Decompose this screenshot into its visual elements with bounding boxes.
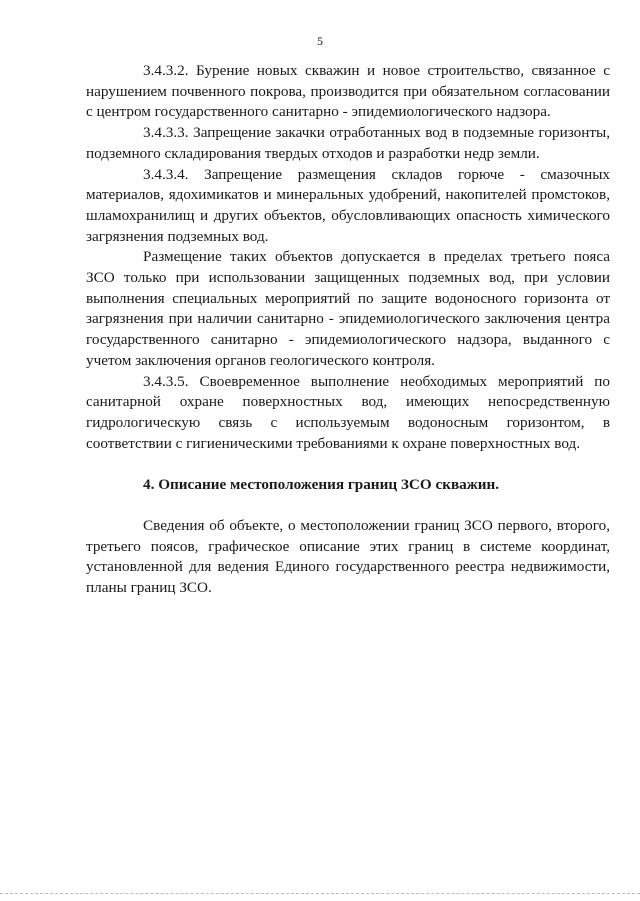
spacer: [86, 454, 610, 475]
section-heading: 4. Описание местоположения границ ЗСО скважин.: [143, 476, 500, 494]
paragraph-3-4-3-3: 3.4.3.3. Запрещение закачки отработанных вод в подземные горизонты, подземного складирования твердых отходов и разработки недр земли.: [86, 124, 610, 162]
paragraph-3-4-3-5: 3.4.3.5. Своевременное выполнение необходимых мероприятий по санитарной охране поверхностных вод, имеющих непосредственную гидрологическую связь с используемым водоносным горизонтом, в соответствии с гигиеническими требованиями к охране поверхностных вод.: [86, 372, 610, 452]
paragraph-placement-conditions: Размещение таких объектов допускается в пределах третьего пояса ЗСО только при использовании защищенных подземных вод, при условии выполнения специальных мероприятий по защите водоносного горизонта от загрязнения при наличии санитарно - эпидемиологического заключения центра государственного санитарно - эпидемиологического надзора, выданного с учетом заключения органов геологического контроля.: [86, 248, 610, 369]
paragraph-3-4-3-4: 3.4.3.4. Запрещение размещения складов горюче - смазочных материалов, ядохимикатов и минеральных удобрений, накопителей промстоков, шламохранилищ и других объектов, обусловливающих опасность химического загрязнения подземных вод.: [86, 165, 610, 245]
paragraph-3-4-3-2: 3.4.3.2. Бурение новых скважин и новое строительство, связанное с нарушением почвенного покрова, производится при обязательном согласовании с центром государственного санитарно - эпидемиологического надзора.: [86, 62, 610, 121]
spacer: [86, 496, 610, 516]
bottom-edge-line: [0, 893, 640, 894]
paragraph-object-info: Сведения об объекте, о местоположении границ ЗСО первого, второго, третьего поясов, графическое описание этих границ в системе координат, установленной для ведения Единого государственного реестра недвижимости, планы границ ЗСО.: [86, 517, 610, 597]
page-body: [86, 61, 610, 599]
page-number: 5: [317, 34, 323, 48]
